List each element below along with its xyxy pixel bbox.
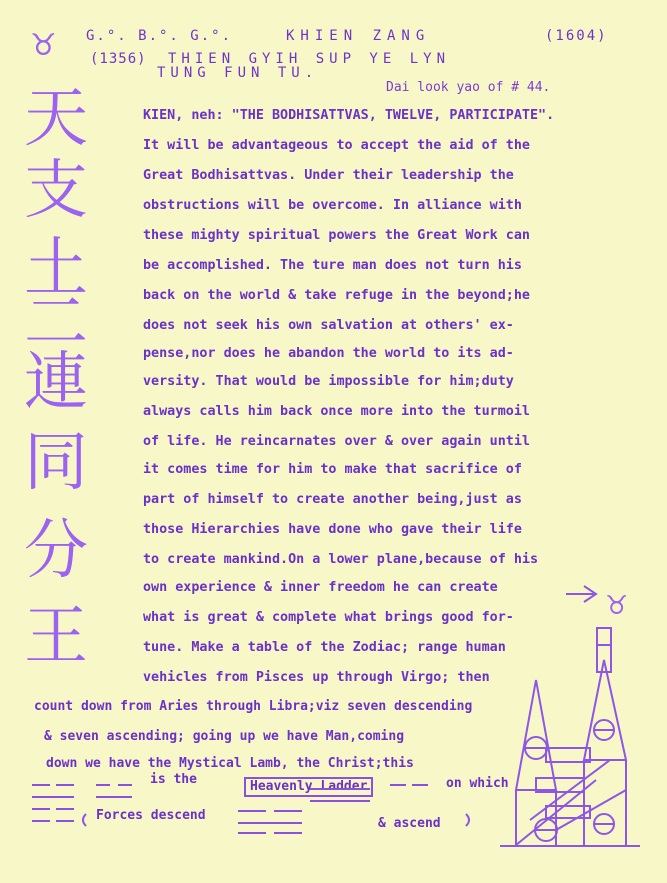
- body-line: It will be advantageous to accept the aid of the: [143, 138, 530, 153]
- title-char-8: 王: [24, 600, 88, 674]
- title-char-6: 同: [24, 426, 88, 500]
- title-char-3: 土: [24, 232, 88, 306]
- title-char-1: 天: [24, 82, 88, 156]
- body-line: obstructions will be overcome. In alliance with: [143, 198, 522, 213]
- header-year-alt: (1356): [90, 51, 147, 67]
- body-line: always calls him back once more into the turmoil: [143, 404, 530, 419]
- title-char-7: 分: [24, 514, 88, 588]
- header-initials: G.°. B.°. G.°.: [86, 28, 233, 44]
- title-char-5: 連: [24, 346, 88, 420]
- title-char-2: 支: [24, 154, 88, 228]
- ladder-on-which: on which: [446, 776, 509, 791]
- body-line: these mighty spiritual powers the Great Work can: [143, 228, 530, 243]
- body-line: vehicles from Pisces up through Virgo; then: [143, 670, 490, 685]
- body-line: what is great & complete what brings good for-: [143, 610, 514, 625]
- heavenly-ladder-box: Heavenly Ladder: [244, 777, 373, 797]
- title-char-4: 二: [24, 286, 88, 360]
- body-line-outdent: down we have the Mystical Lamb, the Christ;this: [46, 756, 414, 771]
- header-title: KHIEN ZANG: [286, 28, 431, 44]
- body-line: part of himself to create another being,just as: [143, 492, 522, 507]
- body-line: be accomplished. The ture man does not turn his: [143, 258, 522, 273]
- taurus-icon: ♉: [30, 28, 57, 63]
- body-line: back on the world & take refuge in the beyond;he: [143, 288, 530, 303]
- body-line-outdent: count down from Aries through Libra;viz seven descending: [34, 699, 473, 714]
- body-line: those Hierarchies have done who gave their life: [143, 522, 522, 537]
- ladder-and-ascend: & ascend: [378, 816, 441, 831]
- body-line: does not seek his own salvation at others' ex-: [143, 318, 514, 333]
- body-line: pense,nor does he abandon the world to its ad-: [143, 346, 514, 361]
- body-line: to create mankind.On a lower plane,because of his: [143, 552, 539, 567]
- doc-reference: Dai look yao of # 44.: [386, 80, 551, 95]
- header-subtitle: THIEN GYIH SUP YE LYN: [168, 51, 451, 67]
- ladder-forces-descend: Forces descend: [96, 808, 206, 823]
- body-line: it comes time for him to make that sacrifice of: [143, 462, 522, 477]
- body-line: KIEN, neh: "THE BODHISATTVAS, TWELVE, PARTICIPATE".: [143, 108, 555, 123]
- body-line: tune. Make a table of the Zodiac; range human: [143, 640, 506, 655]
- header-subtitle-2: TUNG FUN TU.: [157, 65, 319, 81]
- body-line: Great Bodhisattvas. Under their leadership the: [143, 168, 514, 183]
- taurus-side-icon: ♉: [605, 591, 629, 621]
- body-line: versity. That would be impossible for him;duty: [143, 374, 514, 389]
- body-line: own experience & inner freedom he can create: [143, 580, 498, 595]
- header-year: (1604): [545, 28, 608, 44]
- body-line: of life. He reincarnates over & over again until: [143, 434, 530, 449]
- body-line-outdent: & seven ascending; going up we have Man,coming: [44, 729, 405, 744]
- ladder-is-the: is the: [150, 772, 197, 787]
